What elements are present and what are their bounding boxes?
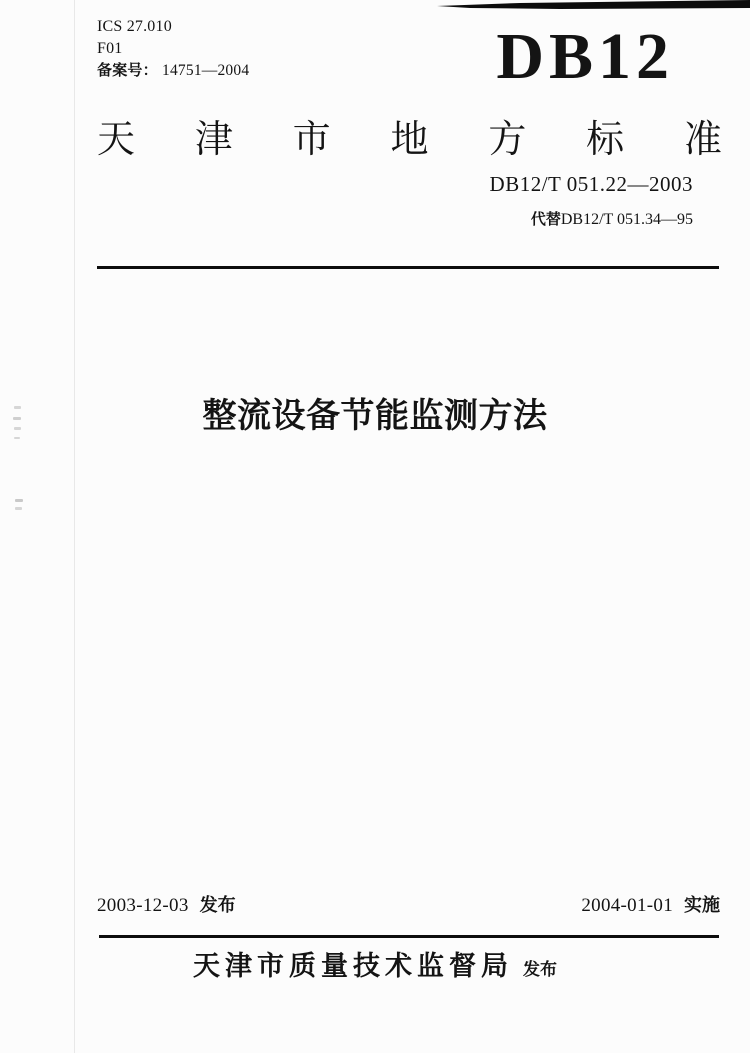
standard-number-block: [490, 172, 693, 229]
classification-block: [97, 16, 249, 82]
scan-artifact-top-edge: [0, 0, 750, 12]
category-character: 津: [194, 119, 233, 161]
publisher-row: [0, 944, 750, 983]
margin-mark: [14, 437, 20, 439]
category-character: 天: [97, 119, 136, 161]
classification-code: F01: [97, 40, 123, 57]
margin-mark: [15, 507, 22, 510]
issue-date-line: [97, 891, 236, 917]
page-edge-line: [74, 0, 75, 1053]
publisher-name: 天津市质量技术监督局: [193, 951, 513, 981]
implementation-date-line: [581, 891, 720, 917]
ics-code: ICS 27.010: [97, 18, 172, 35]
dates-row: [97, 891, 720, 917]
publisher-action-label: 发布: [523, 960, 557, 979]
category-character: 地: [390, 119, 429, 161]
document-title: 整流设备节能监测方法: [202, 397, 548, 435]
record-number-label: 备案号：: [97, 63, 158, 79]
implementation-label: 实施: [684, 895, 720, 915]
issue-label: 发布: [199, 895, 236, 915]
bottom-rule: [99, 935, 719, 938]
standard-designation: DB12: [496, 20, 674, 93]
issue-date: 2003-12-03: [97, 895, 189, 916]
record-number-line: [97, 60, 249, 82]
standard-category-title: [97, 118, 722, 162]
category-character: 市: [292, 119, 331, 161]
supersedes-label: 代替: [530, 211, 561, 228]
category-character: 准: [683, 119, 722, 161]
standard-number: DB12/T 051.22—2003: [489, 172, 693, 196]
top-rule: [97, 266, 719, 269]
record-number-value: 14751—2004: [162, 62, 250, 79]
category-character: 方: [488, 119, 527, 161]
implementation-date: 2004-01-01: [581, 895, 673, 916]
margin-mark: [15, 499, 23, 502]
superseded-standard-number: DB12/T 051.34—95: [560, 211, 693, 228]
superseded-standard-line: [490, 208, 693, 229]
category-character: 标: [586, 119, 625, 161]
